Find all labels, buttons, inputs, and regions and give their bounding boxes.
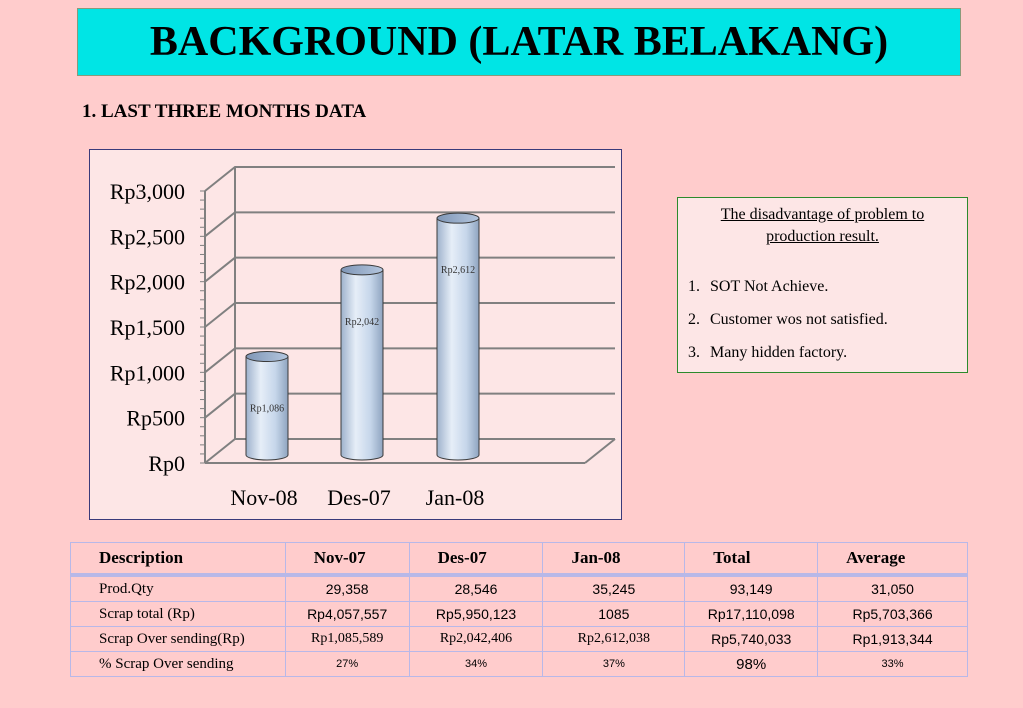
- section-subtitle: 1. LAST THREE MONTHS DATA: [82, 101, 367, 122]
- chart-panel: [89, 149, 622, 520]
- header-nov: Nov-07: [285, 543, 409, 576]
- cell-total: Rp17,110,098: [685, 602, 818, 627]
- gridline: [205, 258, 615, 282]
- cell-nov: 27%: [285, 652, 409, 677]
- table-row: [71, 627, 968, 652]
- cell-jan: 37%: [543, 652, 685, 677]
- header-description: Description: [71, 543, 286, 576]
- cell-average: 31,050: [818, 575, 968, 602]
- note-heading: The disadvantage of problem to production result.: [720, 206, 925, 245]
- title-banner: [77, 8, 961, 76]
- bar-chart: [90, 150, 621, 519]
- cell-nov: Rp4,057,557: [285, 602, 409, 627]
- table-header-row: [71, 543, 968, 576]
- note-list: [688, 270, 957, 369]
- y-tick-label: Rp3,000: [109, 179, 185, 204]
- bar-top: [246, 352, 288, 362]
- cell-nov: 29,358: [285, 575, 409, 602]
- page-title: BACKGROUND (LATAR BELAKANG): [149, 19, 889, 65]
- cell-total: Rp5,740,033: [685, 627, 818, 652]
- header-des: Des-07: [409, 543, 543, 576]
- note-item-number: 3.: [688, 344, 700, 361]
- table-row: [71, 575, 968, 602]
- cell-des: 34%: [409, 652, 543, 677]
- y-tick-label: Rp1,500: [109, 315, 185, 340]
- cell-nov: Rp1,085,589: [285, 627, 409, 652]
- floor-edge: [585, 439, 615, 463]
- bar-top: [437, 213, 479, 223]
- note-item-text: SOT Not Achieve.: [710, 278, 829, 295]
- x-tick-label: Nov-08: [230, 485, 298, 510]
- header-average: Average: [818, 543, 968, 576]
- y-tick-label: Rp2,500: [109, 224, 185, 250]
- cell-description: Prod.Qty: [71, 575, 286, 602]
- bar: [437, 218, 479, 460]
- header-total: Total: [685, 543, 818, 576]
- x-tick-label: Des-07: [327, 485, 391, 510]
- data-label: Rp2,042: [344, 316, 380, 328]
- cell-jan: 1085: [543, 602, 685, 627]
- bar: [341, 270, 383, 460]
- data-label: Rp1,086: [249, 403, 285, 415]
- cell-des: 28,546: [409, 575, 543, 602]
- cell-average: Rp1,913,344: [818, 627, 968, 652]
- note-item-number: 1.: [688, 278, 700, 295]
- cell-total: 93,149: [685, 575, 818, 602]
- cell-average: Rp5,703,366: [818, 602, 968, 627]
- table-row: [71, 652, 968, 677]
- header-jan: Jan-08: [543, 543, 685, 576]
- data-table: [70, 542, 968, 677]
- note-item-text: Many hidden factory.: [710, 344, 848, 361]
- bar-top: [341, 265, 383, 275]
- cell-jan: Rp2,612,038: [543, 627, 685, 652]
- note-item-text: Customer wos not satisfied.: [710, 311, 888, 328]
- note-item: [688, 303, 957, 336]
- x-tick-label: Jan-08: [425, 485, 485, 510]
- note-panel: [677, 197, 968, 373]
- cell-jan: 35,245: [543, 575, 685, 602]
- note-item: [688, 336, 957, 369]
- gridline: [205, 303, 615, 327]
- cell-average: 33%: [818, 652, 968, 677]
- data-label: Rp2,612: [440, 265, 476, 277]
- cell-des: Rp2,042,406: [409, 627, 543, 652]
- cell-total: 98%: [685, 652, 818, 677]
- cell-description: Scrap total (Rp): [71, 602, 286, 627]
- y-tick-label: Rp2,000: [109, 269, 185, 295]
- note-item: [688, 270, 957, 303]
- table-row: [71, 602, 968, 627]
- cell-description: Scrap Over sending(Rp): [71, 627, 286, 652]
- y-tick-label: Rp500: [126, 405, 185, 431]
- gridline: [205, 212, 615, 236]
- note-item-number: 2.: [688, 311, 700, 328]
- cell-des: Rp5,950,123: [409, 602, 543, 627]
- y-tick-label: Rp0: [148, 451, 185, 476]
- cell-description: % Scrap Over sending: [71, 652, 286, 677]
- gridline: [205, 167, 615, 191]
- y-tick-label: Rp1,000: [109, 360, 185, 386]
